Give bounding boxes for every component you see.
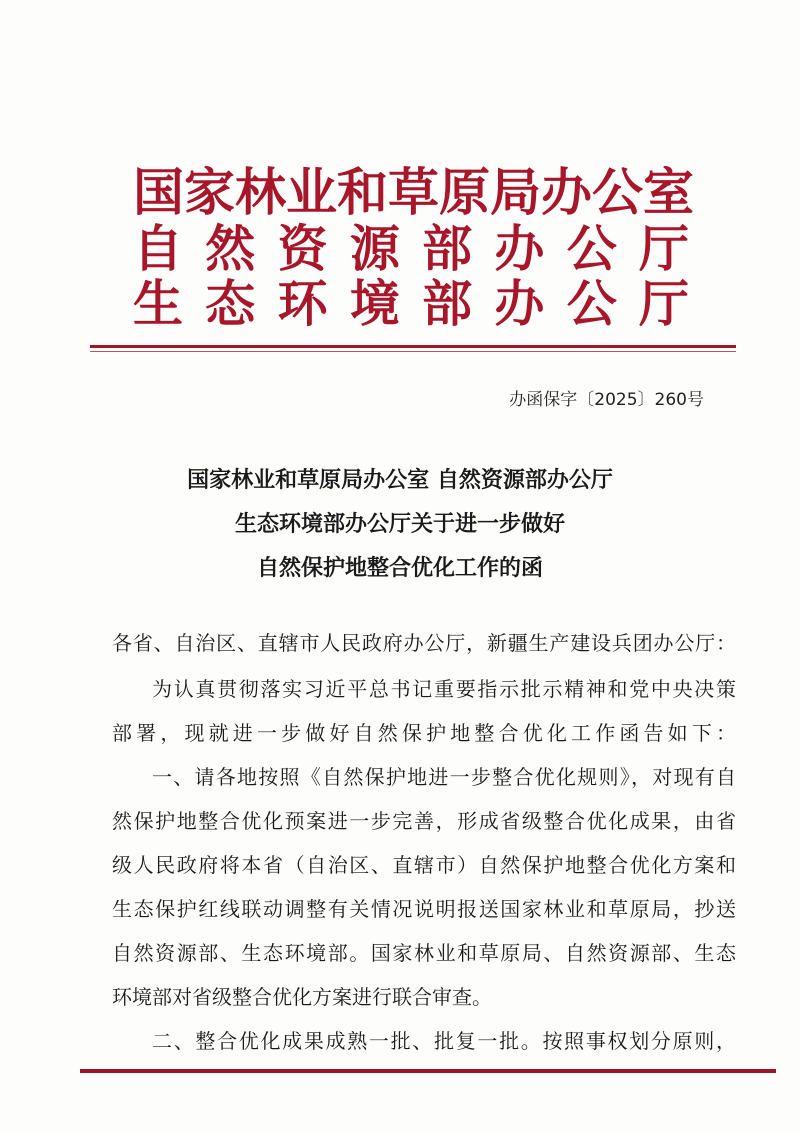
header-red-rule-thin bbox=[90, 351, 736, 352]
footer-red-rule bbox=[80, 1069, 776, 1073]
body-line: 自然资源部、生态环境部。国家林业和草原局、自然资源部、生态 bbox=[112, 941, 736, 965]
body-line: 环境部对省级整合优化方案进行联合审查。 bbox=[112, 985, 492, 1009]
issuer-header-line-2: 自然资源部办公厅 bbox=[133, 219, 689, 278]
body-line: 一、请各地按照《自然保护地进一步整合优化规则》，对现有自 bbox=[152, 765, 736, 789]
body-line: 为认真贯彻落实习近平总书记重要指示批示精神和党中央决策 bbox=[152, 677, 736, 701]
title-line-3: 自然保护地整合优化工作的函 bbox=[256, 555, 543, 581]
body-line: 部署，现就进一步做好自然保护地整合优化工作函告如下： bbox=[112, 721, 736, 745]
document-number: 办函保字〔2025〕260号 bbox=[509, 390, 704, 410]
issuer-header-line-1: 国家林业和草原局办公室 bbox=[133, 163, 695, 223]
salutation: 各省、自治区、直辖市人民政府办公厅，新疆生产建设兵团办公厅： bbox=[112, 631, 736, 655]
issuer-header-line-3: 生态环境部办公厅 bbox=[133, 274, 689, 333]
body-line: 然保护地整合优化预案进一步完善，形成省级整合优化成果，由省 bbox=[112, 809, 736, 833]
header-red-rule bbox=[90, 345, 736, 348]
body-line: 二、整合优化成果成熟一批、批复一批。按照事权划分原则， bbox=[152, 1029, 736, 1053]
title-line-2: 生态环境部办公厅关于进一步做好 bbox=[234, 511, 565, 537]
title-line-1: 国家林业和草原局办公室 自然资源部办公厅 bbox=[187, 467, 613, 493]
body-line: 级人民政府将本省（自治区、直辖市）自然保护地整合优化方案和 bbox=[112, 853, 736, 877]
body-line: 生态保护红线联动调整有关情况说明报送国家林业和草原局，抄送 bbox=[112, 897, 736, 921]
